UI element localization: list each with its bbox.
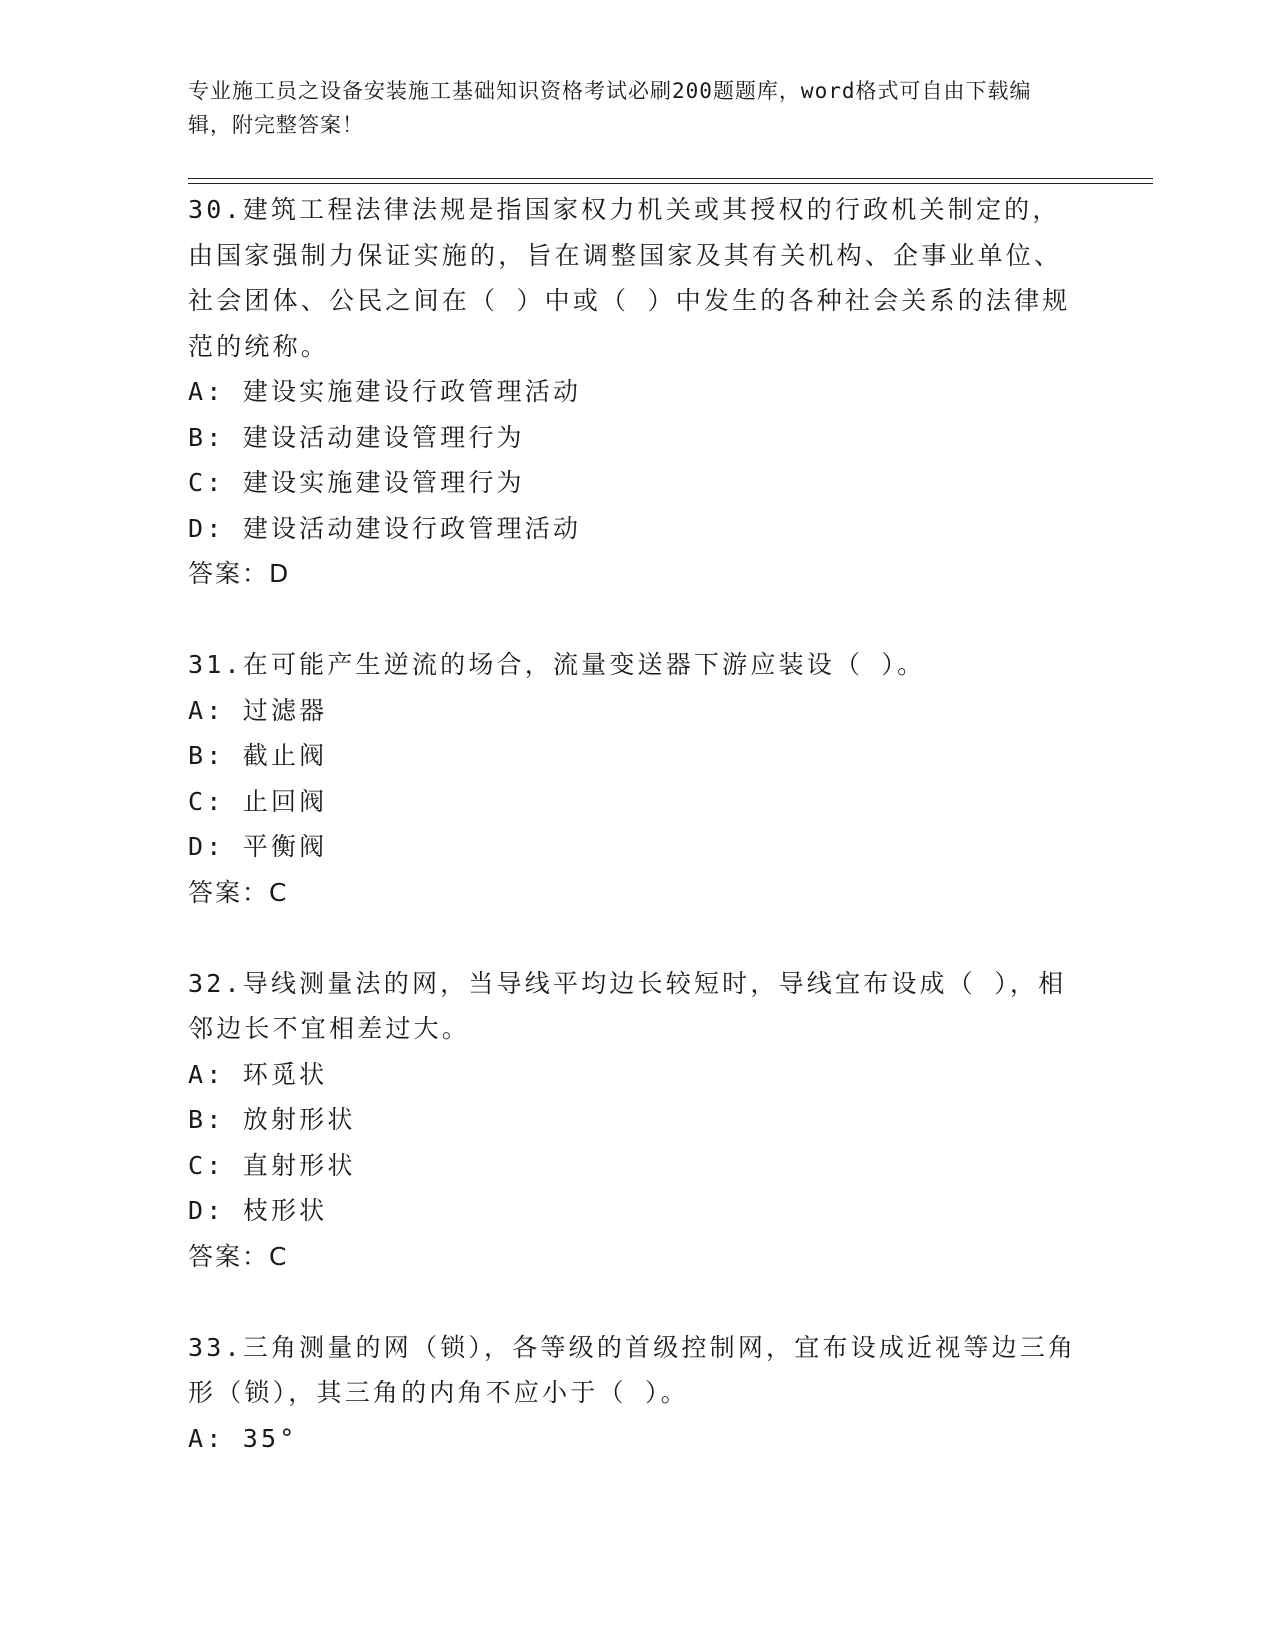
answer-label: 答案：D <box>188 559 291 588</box>
spacer <box>188 1279 1088 1325</box>
question-33 <box>188 1325 1088 1462</box>
question-stem: 30.建筑工程法律法规是指国家权力机关或其授权的行政机关制定的，由国家强制力保证实施的，旨在调整国家及其有关机构、企事业单位、社会团体、公民之间在（ ）中或（ ）中发生的各种社会关系的法律规范的统称。 <box>188 195 1071 361</box>
header-divider-bottom <box>188 183 1153 184</box>
option-c: C: 建设实施建设管理行为 <box>188 468 525 497</box>
spacer <box>188 915 1088 961</box>
question-stem: 33.三角测量的网（锁），各等级的首级控制网，宜布设成近视等边三角形（锁），其三角的内角不应小于（ ）。 <box>188 1332 1077 1407</box>
option-a: A: 过滤器 <box>188 695 328 725</box>
answer-label: 答案：C <box>188 877 289 907</box>
option-d: D: 建设活动建设行政管理活动 <box>188 513 582 543</box>
option-b: B: 放射形状 <box>188 1105 356 1134</box>
question-list <box>188 187 1088 1461</box>
option-b: B: 建设活动建设管理行为 <box>188 422 525 452</box>
spacer <box>188 597 1088 643</box>
option-d: D: 枝形状 <box>188 1196 328 1225</box>
option-d: D: 平衡阀 <box>188 832 328 861</box>
question-stem: 31.在可能产生逆流的场合，流量变送器下游应装设（ ）。 <box>188 650 926 679</box>
option-a: A: 环觅状 <box>188 1059 328 1089</box>
option-b: B: 截止阀 <box>188 741 328 770</box>
document-header: 专业施工员之设备安装施工基础知识资格考试必刷200题题库，word格式可自由下载编辑，附完整答案！ <box>188 79 1032 137</box>
question-32 <box>188 961 1088 1280</box>
option-c: C: 止回阀 <box>188 786 328 816</box>
option-a: A: 建设实施建设行政管理活动 <box>188 377 582 406</box>
option-a: A: 35° <box>188 1423 298 1453</box>
question-stem: 32.导线测量法的网，当导线平均边长较短时，导线宜布设成（ ），相邻边长不宜相差过大。 <box>188 968 1067 1043</box>
question-30 <box>188 187 1088 597</box>
option-c: C: 直射形状 <box>188 1150 356 1180</box>
answer-label: 答案：C <box>188 1241 289 1271</box>
header-divider-top <box>188 178 1153 179</box>
question-31 <box>188 642 1088 915</box>
